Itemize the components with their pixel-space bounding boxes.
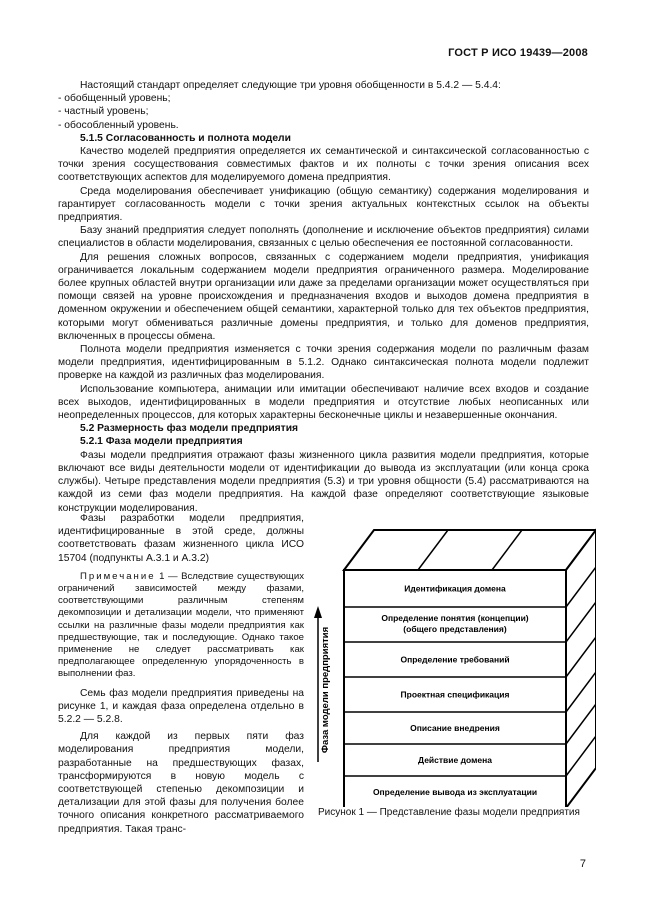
figure-caption: Рисунок 1 — Представление фазы модели предприятия bbox=[318, 807, 580, 818]
note bbox=[58, 571, 304, 681]
paragraph: Использование компьютера, анимации или имитации обеспечивают наличие всех входов и создание всех выходов, идентифицированных в модели предприятия и отсутствие любых неописанных или неопределенных процессов, для которых характерны бесконечные циклы и незавершенные окончания. bbox=[58, 383, 589, 422]
axis-arrow-icon bbox=[314, 606, 322, 618]
phase-label-7: Определение вывода из эксплуатации bbox=[372, 787, 538, 797]
paragraph: Базу знаний предприятия следует пополнять (дополнение и исключение объектов предприятия) силами специалистов в области моделирования, связанных с целью обеспечения ее постоянной согласованности. bbox=[58, 225, 589, 250]
level-item: - частный уровень; bbox=[58, 106, 149, 118]
section-heading-515: 5.1.5 Согласованность и полнота модели bbox=[80, 132, 291, 144]
phase-label-4: Проектная спецификация bbox=[400, 689, 510, 700]
note-label: Примечание bbox=[80, 570, 156, 582]
phase-label-3: Определение требований bbox=[400, 654, 510, 665]
paragraph: Для решения сложных вопросов, связанных с содержанием модели предприятия, унификация ограничивается локальным содержанием модели предприятия ограниченного размера. Моделирование более крупных областей внутри организации или даже за пределами организации может осуществляться при помощи связей на уровне происхождения и предназначения входов и выходов домена предприятия в доменном окружении и обеспечением общей семантики, характерной только для тех объектов предприятия, которыми могут обмениваться различные домены предприятия, и только для доменов предприятия, включенных в процессы обмена. bbox=[58, 251, 589, 342]
phase-label-2b: (общего представления) bbox=[403, 624, 507, 634]
phase-label-6: Действие домена bbox=[418, 755, 492, 765]
phase-stack-diagram bbox=[312, 522, 596, 807]
axis-label: Фаза модели предприятия bbox=[320, 626, 331, 754]
levels-intro: Настоящий стандарт определяет следующие три уровня обобщенности в 5.4.2 — 5.4.4: bbox=[80, 80, 501, 91]
document-header: ГОСТ Р ИСО 19439—2008 bbox=[448, 47, 588, 59]
phase-label-5: Описание внедрения bbox=[410, 723, 500, 733]
paragraph: Полнота модели предприятия изменяется с точки зрения содержания модели по различным фазам модели предприятия, идентифицированным в 5.1.2. Однако синтаксическая полнота модели подлежит проверке на каждой из различных фаз моделирования. bbox=[58, 344, 589, 382]
paragraph: Для каждой из первых пяти фаз моделирования предприятия модели, разработанные на предшествующих фазах, трансформируются в новую модель с соответствующей степенью декомпозиции и детализации для этой фазы для получения более точного описания конкретного рассматриваемого предприятия. Такая транс- bbox=[58, 731, 304, 835]
level-item: - обобщенный уровень; bbox=[58, 93, 171, 105]
phase-label-2a: Определение понятия (концепции) bbox=[381, 613, 529, 623]
paragraph: Качество моделей предприятия определяется их семантической и синтаксической согласованностью с точки зрения сосуществования совместимых фактов и их полноты с точки зрения описания всех соответствующих аспектов для моделируемого домена предприятия. bbox=[58, 146, 589, 184]
paragraph: Семь фаз модели предприятия приведены на рисунке 1, и каждая фаза определена отдельно в 5.2.2 — 5.2.8. bbox=[58, 687, 304, 726]
page-number: 7 bbox=[579, 858, 586, 870]
note-text: 1 — Вследствие существующих ограничений зависимостей между фазами, соответствующими различным степеням декомпозиции и детализации модели, что применяют ссылки на различные фазы модели предприятия как предшествующие, так и последующие. Однако такое применение не следует рассматривать как предполагающее определенную упорядоченность в выполнении фаз. bbox=[58, 570, 304, 680]
phase-label-1: Идентификация домена bbox=[404, 583, 506, 594]
stack-right-face bbox=[566, 530, 596, 807]
paragraph: Фазы разработки модели предприятия, идентифицированные в этой среде, должны соответствовать фазам жизненного цикла ИСО 15704 (подпункты А.3.1 и А.3.2) bbox=[58, 513, 304, 564]
phase-figure bbox=[312, 522, 596, 807]
left-column-text bbox=[58, 512, 304, 836]
paragraph: Среда моделирования обеспечивает унификацию (общую семантику) содержания моделирования и гарантирует согласованность модели с точки зрения актуальных контекстных ссылок на объекты предприятия. bbox=[58, 185, 589, 224]
main-text-top bbox=[58, 79, 589, 515]
section-heading-521: 5.2.1 Фаза модели предприятия bbox=[80, 436, 243, 448]
paragraph: Фазы модели предприятия отражают фазы жизненного цикла развития модели предприятия, которые включают все виды деятельности модели от идентификации до вывода из эксплуатации (или конца срока службы). Четыре представления модели предприятия (5.3) и три уровня общности (5.4) рассматриваются на каждой из семи фаз модели предприятия. На каждой фазе определяют соответствующие языковые конструкции моделирования. bbox=[58, 449, 589, 514]
level-item: - обособленный уровень. bbox=[58, 119, 179, 131]
stack-front-face bbox=[344, 570, 566, 807]
section-heading-52: 5.2 Размерность фаз модели предприятия bbox=[80, 423, 299, 435]
stack-top-face bbox=[344, 530, 596, 570]
